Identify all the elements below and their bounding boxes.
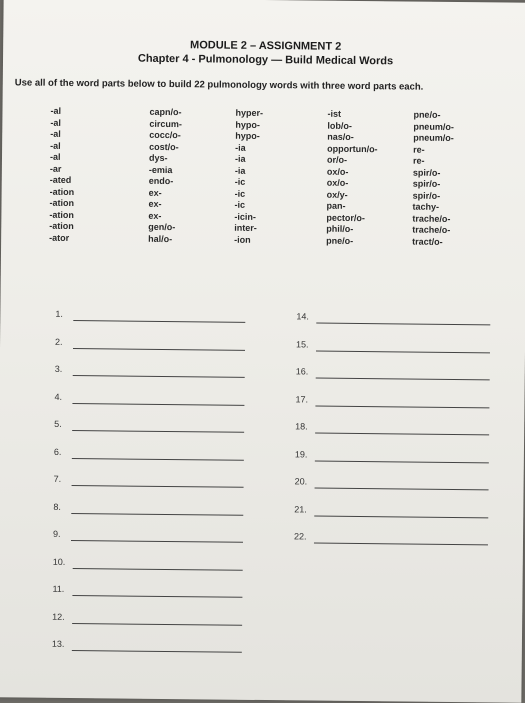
- word-part: ox/y-: [326, 189, 348, 200]
- answer-entry: [295, 394, 489, 410]
- answer-entry: [55, 336, 245, 352]
- word-part-column: [412, 110, 454, 248]
- answer-number: 7.: [53, 473, 62, 484]
- word-part: hal/o-: [148, 233, 173, 244]
- word-part: capn/o-: [149, 106, 182, 118]
- answer-number: 6.: [53, 446, 62, 457]
- answer-blank[interactable]: [72, 430, 244, 433]
- answer-number: 18.: [295, 421, 308, 432]
- word-part: endo-: [148, 175, 174, 187]
- word-part-column: [326, 109, 378, 248]
- answer-number: 19.: [294, 448, 308, 459]
- answer-number: 22.: [293, 531, 307, 542]
- answer-entry: [52, 639, 242, 655]
- answer-number: 14.: [296, 311, 309, 322]
- word-part: -ar: [49, 163, 62, 174]
- word-part: -ated: [49, 174, 72, 185]
- answer-number: 21.: [294, 503, 307, 514]
- word-part: pne/o-: [326, 235, 354, 246]
- word-part: -al: [50, 140, 61, 151]
- word-part-column: [234, 108, 263, 246]
- word-part: -ic: [234, 188, 246, 199]
- word-part: -ia: [235, 142, 246, 153]
- answer-entry: [53, 501, 243, 517]
- answer-blank[interactable]: [72, 458, 244, 461]
- word-part: -al: [49, 151, 61, 162]
- answer-blank[interactable]: [72, 623, 242, 626]
- answer-number: 16.: [295, 366, 309, 377]
- word-part: ox/o-: [326, 177, 349, 188]
- word-part: tract/o-: [412, 236, 443, 247]
- answer-number: 20.: [294, 476, 308, 487]
- answer-number: 10.: [52, 556, 66, 567]
- word-part: dys-: [148, 152, 168, 163]
- word-part: tachy-: [412, 201, 440, 212]
- word-part: hypo-: [235, 130, 260, 141]
- word-part: -al: [50, 117, 61, 128]
- answer-number: 1.: [55, 308, 63, 319]
- answer-blank[interactable]: [72, 650, 242, 653]
- word-part: -al: [50, 105, 62, 116]
- word-part: spir/o-: [412, 178, 441, 189]
- word-part: -ation: [49, 186, 75, 197]
- word-part: trache/o-: [412, 213, 451, 224]
- answer-blank[interactable]: [72, 403, 244, 406]
- word-part: re-: [413, 144, 425, 155]
- answer-entry: [54, 446, 244, 462]
- answer-blank[interactable]: [315, 488, 489, 491]
- word-part: trache/o-: [412, 224, 451, 235]
- answer-blank[interactable]: [71, 540, 243, 543]
- word-part: ex-: [148, 198, 162, 209]
- answer-blank[interactable]: [73, 348, 245, 351]
- answer-number: 8.: [53, 501, 61, 512]
- word-part: -ation: [49, 220, 74, 232]
- answer-entry: [53, 529, 243, 545]
- word-part: -ation: [49, 209, 74, 220]
- word-part: pneum/o-: [413, 121, 454, 132]
- word-part: nas/o-: [327, 131, 354, 142]
- answer-entry: [53, 556, 243, 572]
- word-part: -emia: [148, 164, 173, 175]
- word-part: spir/o-: [412, 167, 441, 178]
- answer-number: 13.: [51, 638, 65, 649]
- instructions: Use all of the word parts below to build 22 pulmonology words with three word parts each.: [14, 77, 424, 93]
- answer-entry: [54, 419, 244, 435]
- answer-entry: [54, 391, 244, 407]
- answer-entry: [294, 531, 488, 547]
- answer-entry: [296, 311, 490, 327]
- answer-number: 4.: [54, 391, 63, 402]
- answer-blank[interactable]: [315, 433, 489, 436]
- answer-entry: [296, 339, 490, 355]
- answer-number: 2.: [55, 336, 63, 347]
- answer-number: 12.: [52, 611, 65, 622]
- answer-blank[interactable]: [316, 323, 490, 326]
- word-part-column: [49, 106, 75, 244]
- word-part: -ator: [49, 232, 70, 243]
- answer-blank[interactable]: [72, 485, 244, 488]
- word-part-column: [148, 107, 182, 245]
- word-part: -ist: [327, 108, 342, 119]
- answer-blank[interactable]: [314, 515, 488, 518]
- word-part: lob/o-: [327, 120, 352, 131]
- word-part: re-: [412, 155, 425, 166]
- answer-blank[interactable]: [73, 568, 243, 571]
- word-part: pan-: [326, 200, 346, 211]
- answer-number: 15.: [296, 338, 309, 349]
- word-part: -ic: [234, 199, 246, 210]
- page-subtitle: Chapter 4 - Pulmonology — Build Medical Words: [137, 52, 394, 68]
- answer-entry: [294, 504, 488, 520]
- answer-number: 3.: [54, 363, 63, 374]
- answer-blank[interactable]: [316, 378, 490, 381]
- word-part: inter-: [234, 222, 257, 233]
- answer-entry: [52, 584, 242, 600]
- word-part: -icin-: [234, 211, 256, 222]
- word-part: pne/o-: [413, 109, 441, 120]
- word-part: spir/o-: [412, 190, 441, 201]
- answer-blank[interactable]: [315, 460, 489, 463]
- answer-entry: [52, 611, 242, 627]
- word-part: -ation: [49, 197, 75, 209]
- answer-entry: [296, 366, 490, 382]
- answer-entry: [295, 449, 489, 465]
- word-part: -ion: [234, 234, 251, 245]
- word-part: or/o-: [326, 154, 348, 165]
- answer-number: 9.: [53, 528, 61, 539]
- word-part: ox/o-: [326, 166, 349, 177]
- word-part: ex-: [148, 210, 162, 221]
- answer-number: 5.: [54, 418, 62, 429]
- word-part: opportun/o-: [327, 143, 378, 154]
- word-part: -ic: [234, 176, 246, 187]
- word-part: -ia: [234, 165, 246, 176]
- word-part: pneum/o-: [413, 132, 454, 143]
- word-part: gen/o-: [148, 221, 176, 233]
- word-part: cocc/o-: [149, 129, 181, 141]
- answer-entry: [55, 364, 245, 380]
- answer-blank[interactable]: [316, 350, 490, 353]
- word-part: circum-: [149, 118, 182, 129]
- answer-number: 17.: [295, 393, 309, 404]
- answer-blank[interactable]: [315, 405, 489, 408]
- answer-entry: [295, 476, 489, 492]
- word-part: hypo-: [235, 119, 260, 130]
- answer-entry: [54, 474, 244, 490]
- word-part: pector/o-: [326, 212, 365, 223]
- answer-entry: [55, 309, 245, 325]
- answer-blank[interactable]: [314, 543, 488, 546]
- word-part: -al: [50, 128, 61, 139]
- word-part: cost/o-: [149, 141, 179, 152]
- answer-blank[interactable]: [73, 320, 245, 323]
- word-part: hyper-: [235, 107, 264, 118]
- page-title: MODULE 2 – ASSIGNMENT 2: [190, 39, 342, 53]
- answer-blank[interactable]: [71, 513, 243, 516]
- answer-entry: [295, 421, 489, 437]
- word-part: ex-: [148, 187, 162, 198]
- word-part: -ia: [234, 153, 246, 164]
- answer-number: 11.: [52, 583, 65, 594]
- word-part: phil/o-: [326, 223, 354, 234]
- answer-blank[interactable]: [73, 375, 245, 378]
- answer-blank[interactable]: [72, 595, 242, 598]
